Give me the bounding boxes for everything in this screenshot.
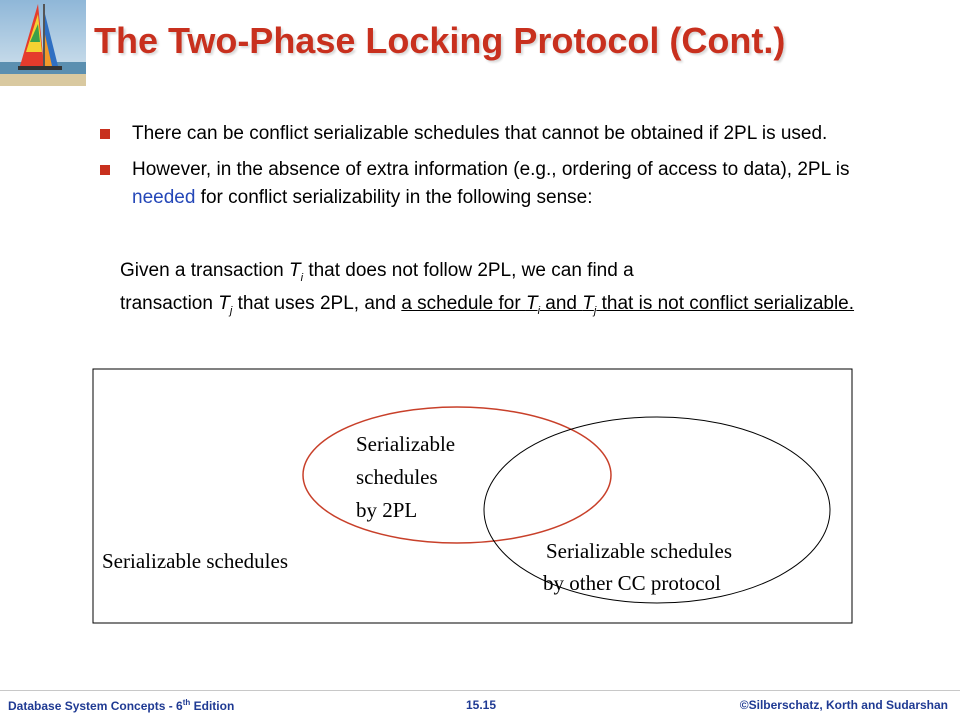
2pl-label-line1: Serializable xyxy=(356,432,456,456)
bullet-text: However, in the absence of extra information (e.g., ordering of access to data), 2PL is xyxy=(132,159,850,180)
square-bullet-icon xyxy=(100,129,110,139)
footer-book-text: Database System Concepts - 6 xyxy=(8,699,183,713)
para-text: Given a transaction xyxy=(120,260,289,281)
footer-slide-number: 15.15 xyxy=(466,698,497,712)
var-ti-sub: i xyxy=(300,271,304,284)
footer-copyright: ©Silberschatz, Korth and Sudarshan xyxy=(739,698,948,712)
slide-title: The Two-Phase Locking Protocol (Cont.) xyxy=(94,20,786,61)
var-ti: T xyxy=(288,260,301,281)
para-text: that does not follow 2PL, we can find a xyxy=(303,260,634,281)
para-text: a schedule for xyxy=(401,292,526,314)
definition-paragraph xyxy=(120,258,880,324)
2pl-ellipse xyxy=(303,407,611,543)
square-bullet-icon xyxy=(100,165,110,175)
footer-book-sup: th xyxy=(182,698,191,707)
bullet-text: for conflict serializability in the following sense: xyxy=(195,187,593,208)
underlined-phrase: a schedule for $T_i$ and $T_j$ that is not conflict serializable. xyxy=(401,292,855,317)
2pl-label-line3: by 2PL xyxy=(356,498,418,522)
footer-book-edition: Edition xyxy=(190,699,235,713)
2pl-label-line2: schedules xyxy=(356,465,438,489)
footer-book-title xyxy=(8,698,234,713)
var-tj: T xyxy=(218,292,230,314)
para-text: and xyxy=(540,292,583,314)
para-text: that uses 2PL, and xyxy=(232,292,402,314)
other-cc-label-line2: by other CC protocol xyxy=(543,571,721,595)
venn-diagram xyxy=(92,368,854,626)
para-text: transaction xyxy=(120,292,219,314)
bullet-item xyxy=(100,156,890,212)
sailboat-logo xyxy=(0,0,86,86)
var-tj-sub: j xyxy=(229,304,233,317)
bullet-text: There can be conflict serializable schedules that cannot be obtained if 2PL is used. xyxy=(132,123,828,144)
other-cc-label-line1: Serializable schedules xyxy=(546,539,733,563)
bullet-item xyxy=(100,120,890,148)
outer-label: Serializable schedules xyxy=(102,549,289,573)
highlight-needed: needed xyxy=(132,187,196,208)
para-text: that is not conflict serializable. xyxy=(596,292,855,314)
footer-divider xyxy=(0,690,960,691)
bullet-list xyxy=(100,120,890,220)
